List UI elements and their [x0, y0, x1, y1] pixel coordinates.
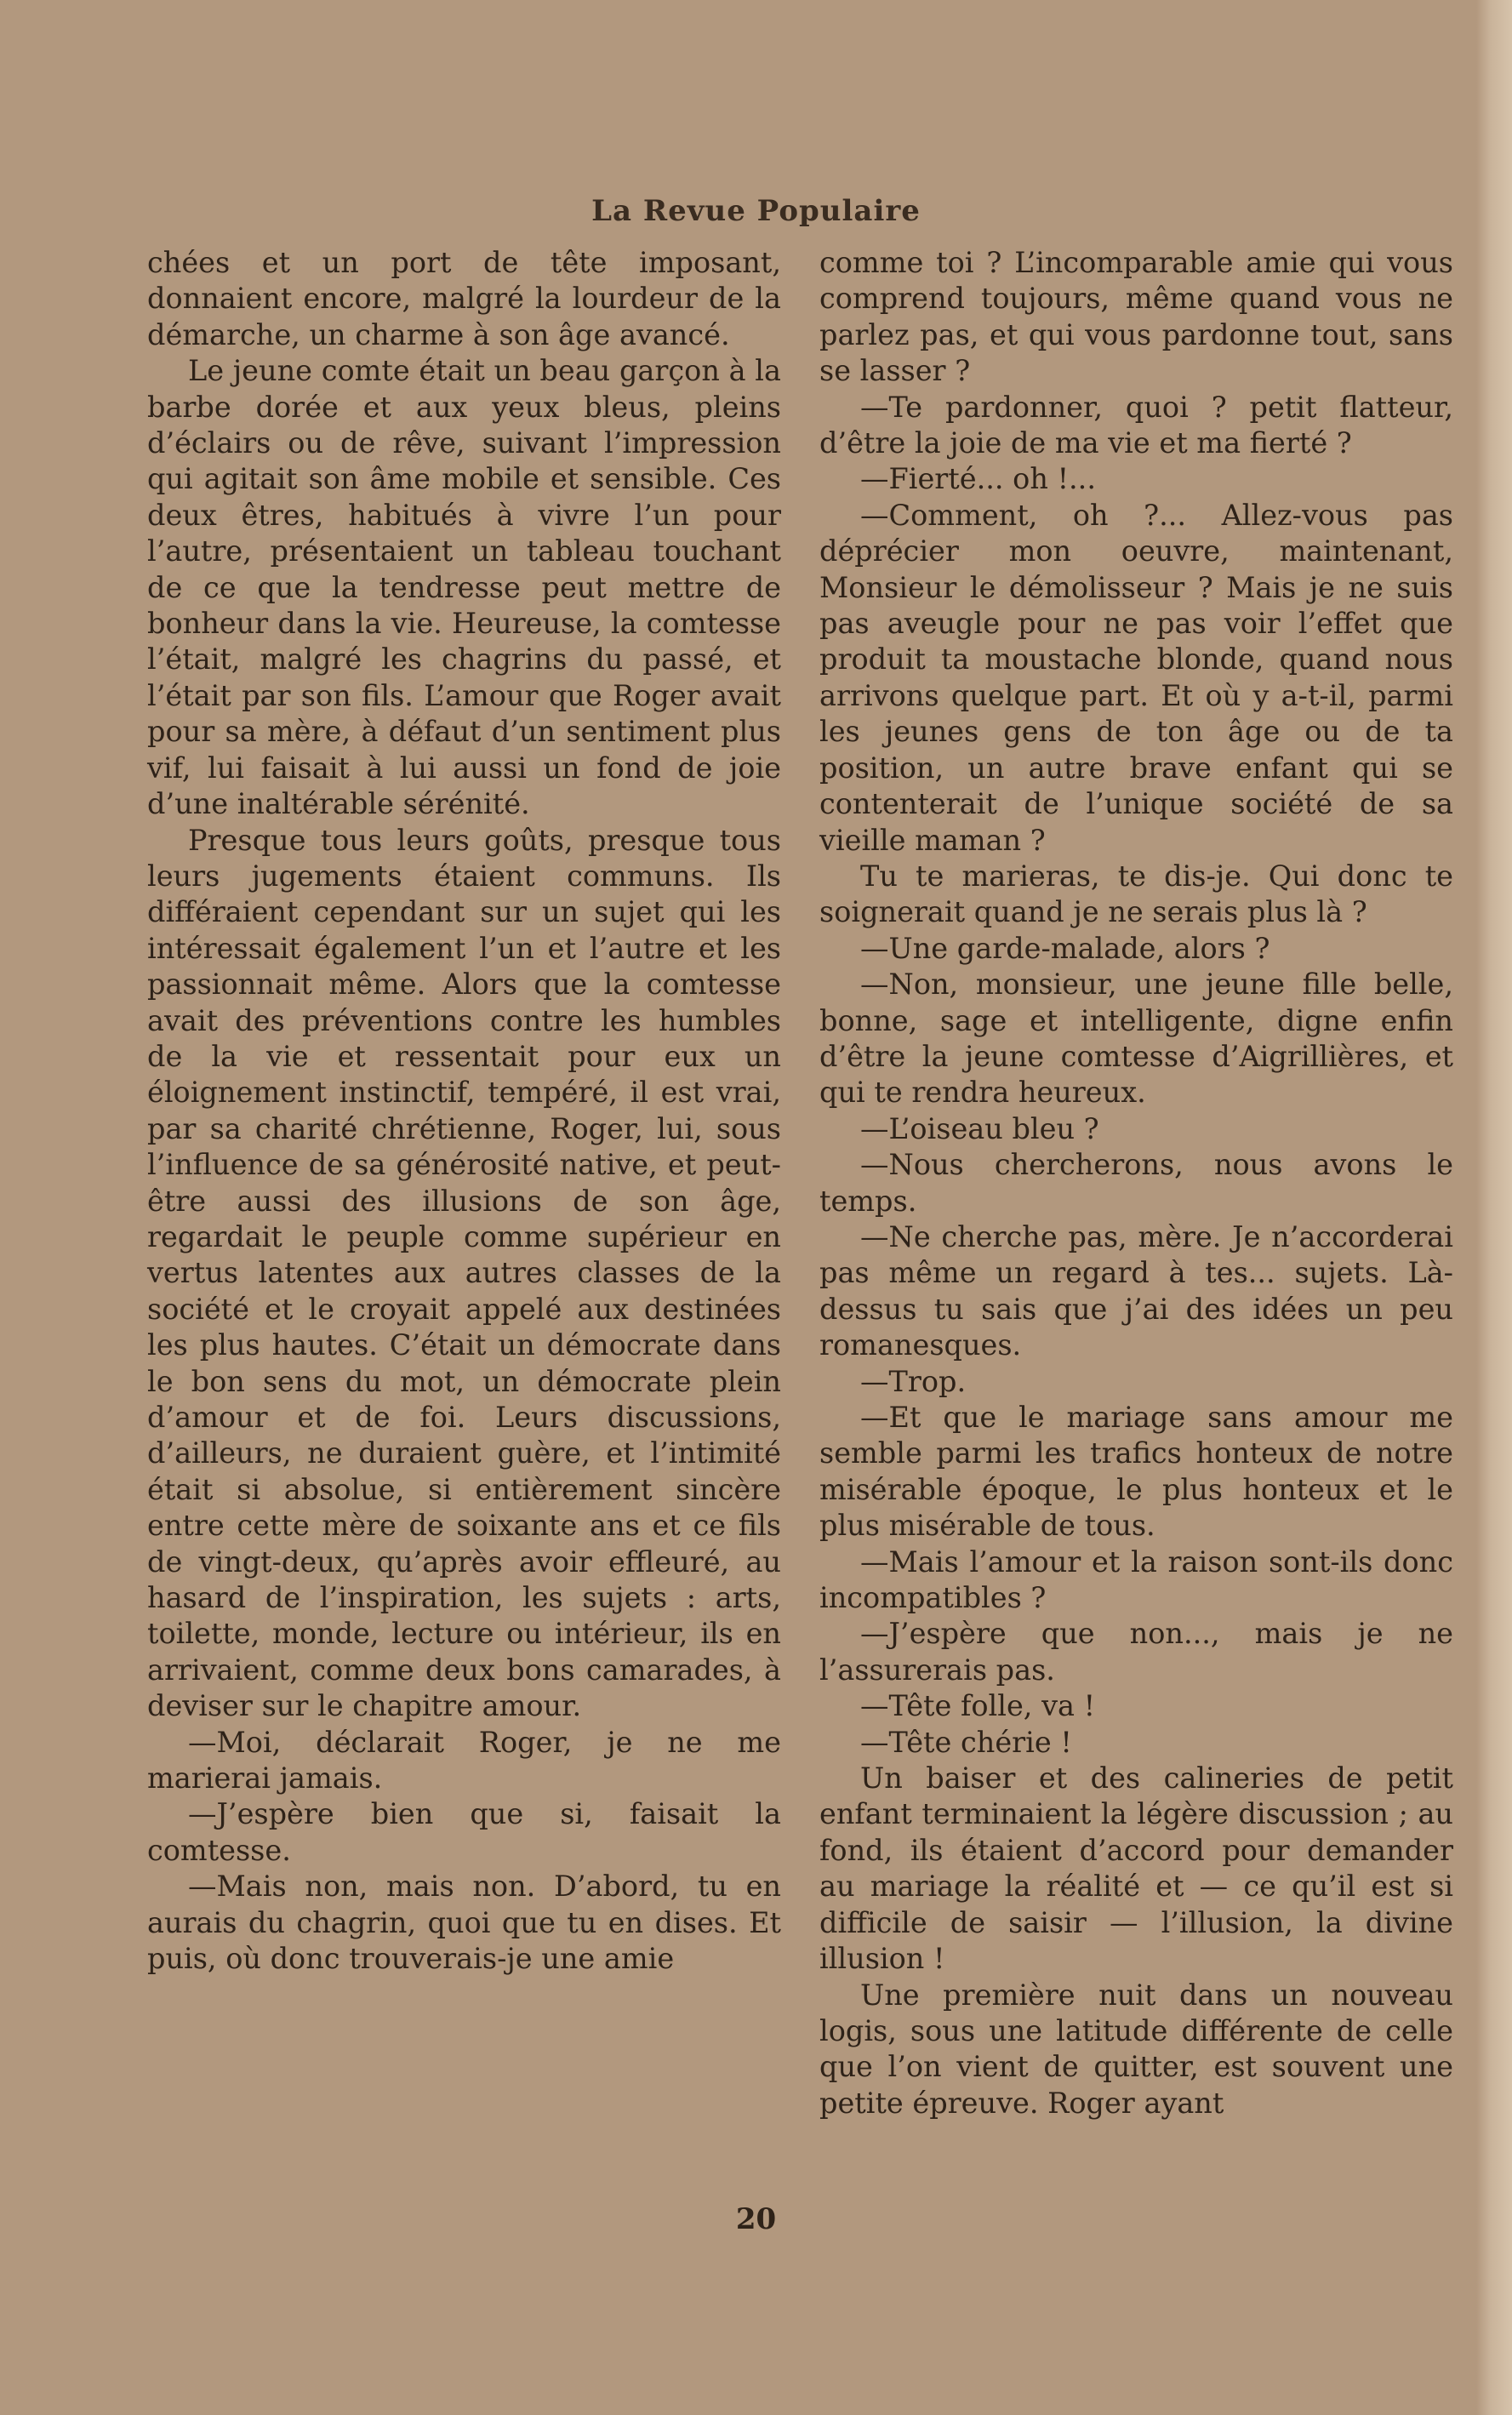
right-column	[819, 245, 1453, 2121]
paragraph: Presque tous leurs goûts, presque tous leurs jugements étaient communs. Ils différaient cependant sur un sujet qui les intéressait également l’un et l’autre et les passionnait même. Alors que la comtesse avait des préventions contre les humbles de la vie et ressentait pour eux un éloignement instinctif, tempéré, il est vrai, par sa charité chrétienne, Roger, lui, sous l’influence de sa générosité native, et peut-être aussi des illusions de son âge, regardait le peuple comme supérieur en vertus latentes aux autres classes de la société et le croyait appelé aux destinées les plus hautes. C’était un démocrate dans le bon sens du mot, un démocrate plein d’amour et de foi. Leurs discussions, d’ailleurs, ne duraient guère, et l’intimité était si absolue, si entièrement sincère entre cette mère de soixante ans et ce fils de vingt-deux, qu’après avoir effleuré, au hasard de l’inspiration, les sujets : arts, toilette, monde, lecture ou intérieur, ils en arrivaient, comme deux bons camarades, à deviser sur le chapitre amour.	[147, 823, 781, 1723]
paragraph: —J’espère bien que si, faisait la comtesse.	[147, 1797, 781, 1867]
paragraph: —Mais l’amour et la raison sont-ils donc incompatibles ?	[819, 1544, 1453, 1615]
paragraph: —Non, monsieur, une jeune fille belle, bonne, sage et intelligente, digne enfin d’être la jeune comtesse d’Aigrillières, et qui te rendra heureux.	[819, 968, 1453, 1110]
paragraph: Un baiser et des calineries de petit enfant terminaient la légère discussion ; au fond, ils étaient d’accord pour demander au mariage la réalité et — ce qu’il est si difficile de saisir — l’illusion, la divine illusion !	[819, 1761, 1453, 1976]
paragraph: —J’espère que non..., mais je ne l’assurerais pas.	[819, 1617, 1453, 1687]
paragraph: Une première nuit dans un nouveau logis, sous une latitude différente de celle que l’on vient de quitter, est souvent une petite épreuve. Roger ayant	[819, 1978, 1453, 2120]
paragraph: —Tête folle, va !	[860, 1689, 1096, 1723]
page-number: 20	[735, 2202, 777, 2236]
running-header: La Revue Populaire	[591, 194, 921, 228]
paragraph: —Mais non, mais non. D’abord, tu en aurais du chagrin, quoi que tu en dises. Et puis, où donc trouverais-je une amie	[147, 1870, 781, 1976]
paragraph: Le jeune comte était un beau garçon à la barbe dorée et aux yeux bleus, pleins d’éclairs ou de rêve, suivant l’impression qui agitait son âme mobile et sensible. Ces deux êtres, habitués à vivre l’un pour l’autre, présentaient un tableau touchant de ce que la tendresse peut mettre de bonheur dans la vie. Heureuse, la comtesse l’était, malgré les chagrins du passé, et l’était par son fils. L’amour que Roger avait pour sa mère, à défaut d’un sentiment plus vif, lui faisait à lui aussi un fond de joie d’une inaltérable sérénité.	[147, 354, 781, 821]
paragraph: —L’oiseau bleu ?	[860, 1111, 1099, 1145]
paragraph: —Nous chercherons, nous avons le temps.	[819, 1148, 1453, 1218]
paragraph: —Fierté... oh !...	[860, 462, 1096, 496]
paragraph: chées et un port de tête imposant, donnaient encore, malgré la lourdeur de la démarche, un charme à son âge avancé.	[147, 246, 781, 351]
paragraph: —Te pardonner, quoi ? petit flatteur, d’être la joie de ma vie et ma fierté ?	[819, 390, 1453, 460]
paragraph: —Une garde-malade, alors ?	[860, 931, 1270, 965]
paragraph: —Et que le mariage sans amour me semble parmi les trafics honteux de notre misérable époque, le plus honteux et le plus misérable de tous.	[819, 1401, 1453, 1543]
paragraph: —Trop.	[860, 1364, 967, 1398]
paragraph: —Tête chérie !	[860, 1725, 1072, 1759]
paragraph: —Comment, oh ?... Allez-vous pas déprécier mon oeuvre, maintenant, Monsieur le démolisseur ? Mais je ne suis pas aveugle pour ne pas voir l’effet que produit ta moustache blonde, quand nous arrivons quelque part. Et où y a-t-il, parmi les jeunes gens de ton âge ou de ta position, un autre brave enfant qui se contenterait de l’unique société de sa vieille maman ?	[819, 498, 1453, 857]
paragraph: —Moi, déclarait Roger, je ne me marierai jamais.	[147, 1725, 781, 1796]
left-column	[147, 245, 781, 1978]
paragraph: comme toi ? L’incomparable amie qui vous comprend toujours, même quand vous ne parlez pas, et qui vous pardonne tout, sans se lasser ?	[819, 246, 1453, 388]
paragraph: Tu te marieras, te dis-je. Qui donc te soignerait quand je ne serais plus là ?	[819, 859, 1453, 929]
page-edge	[1476, 0, 1512, 2415]
paragraph: —Ne cherche pas, mère. Je n’accorderai pas même un regard à tes... sujets. Là-dessus tu sais que j’ai des idées un peu romanesques.	[819, 1219, 1453, 1362]
